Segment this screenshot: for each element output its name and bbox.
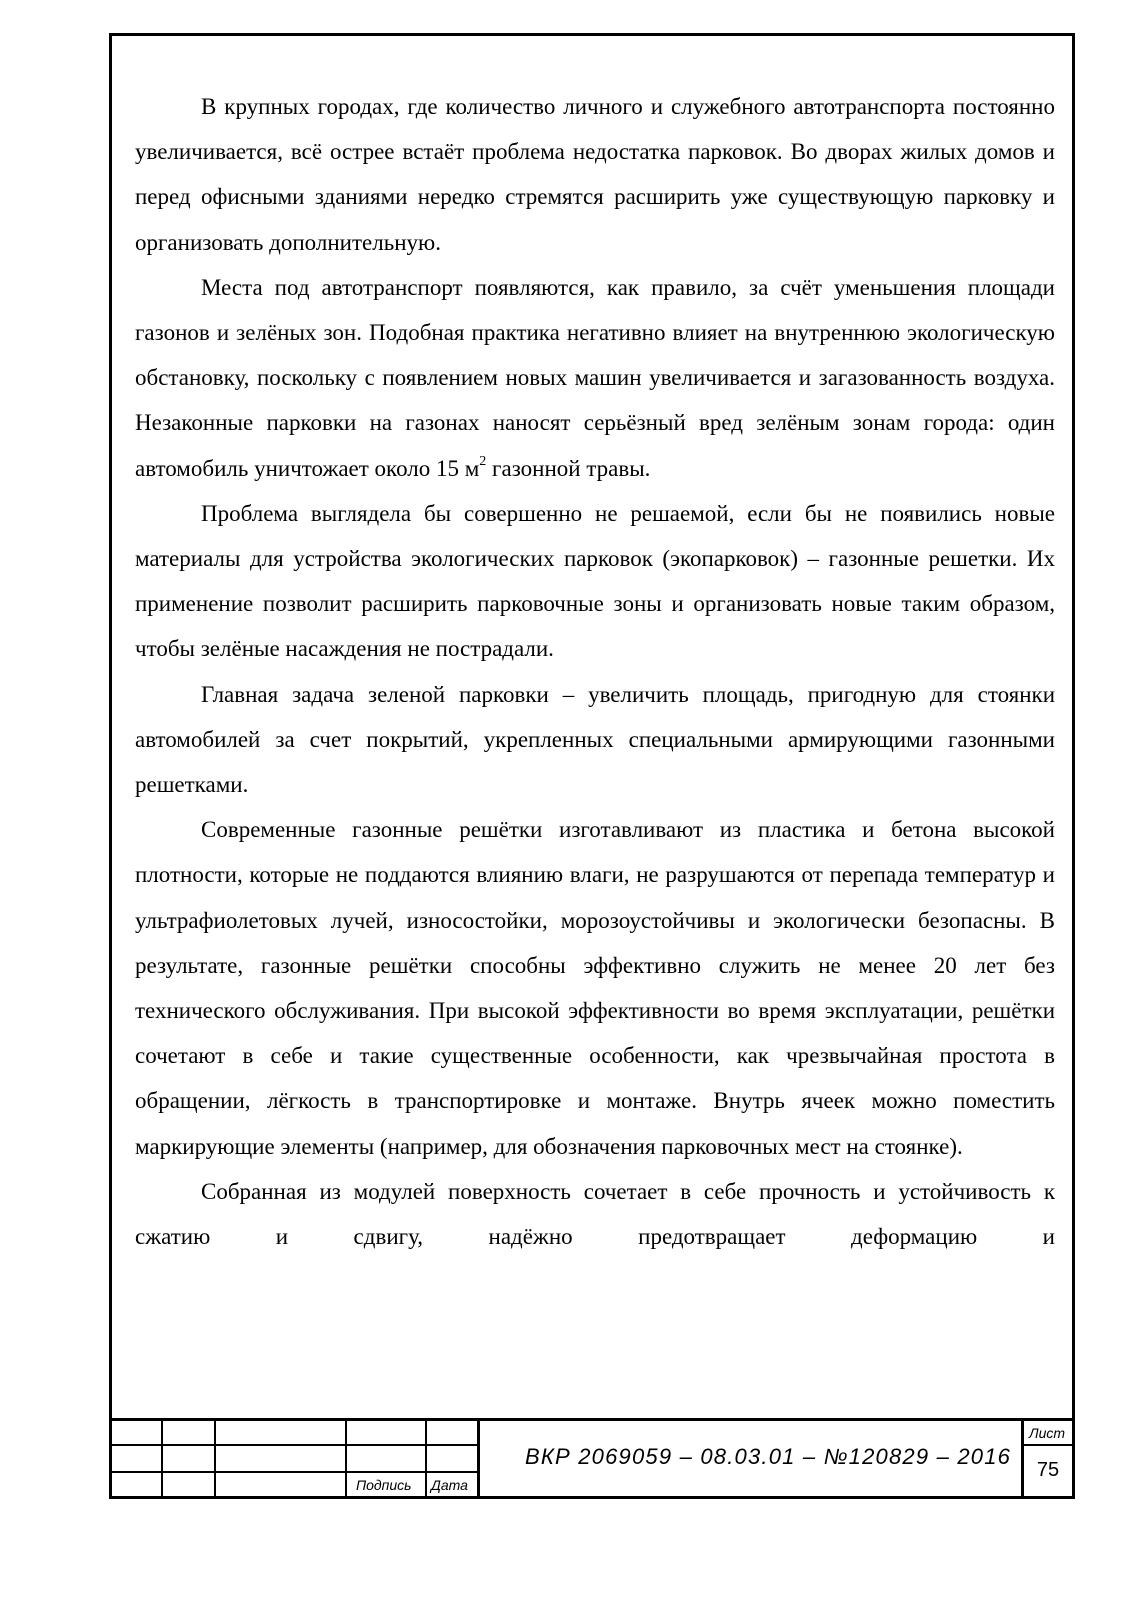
stamp-col-line xyxy=(214,1418,216,1498)
stamp-col-line xyxy=(345,1418,347,1498)
paragraph-6: Собранная из модулей поверхность сочетает в себе прочность и устойчивость к сжатию и сдвигу, надёжно предотвращает деформацию и xyxy=(135,1178,1055,1250)
paragraph-2 xyxy=(135,265,1055,491)
stamp-col-line xyxy=(161,1418,163,1498)
document-code: ВКР 2069059 – 08.03.01 – №120829 – 2016 xyxy=(525,1444,1012,1469)
stamp-col-line xyxy=(425,1418,427,1498)
paragraph-3: Проблема выглядела бы совершенно не решаемой, если бы не появились новые материалы для устройства экологических парковок (экопарковок) – газонные решетки. Их применение позволит расширить парковочные зоны и организовать новые таким образом, чтобы зелёные насаждения не пострадали. xyxy=(135,500,1055,662)
stamp-col-line xyxy=(477,1418,480,1498)
signature-label: Подпись xyxy=(356,1477,412,1493)
date-label: Дата xyxy=(431,1477,468,1493)
paragraph-2-tail: газонной травы. xyxy=(486,455,651,481)
stamp-row-line xyxy=(1021,1444,1075,1446)
stamp-col-line xyxy=(1021,1418,1024,1498)
paragraph-4: Главная задача зеленой парковки – увеличить площадь, пригодную для стоянки автомобилей за счет покрытий, укрепленных специальными армирующими газонными решетками. xyxy=(135,681,1055,798)
paragraph-1: В крупных городах, где количество личного и служебного автотранспорта постоянно увеличивается, всё острее встаёт проблема недостатка парковок. Во дворах жилых домов и перед офисными зданиями нередко стремятся расширить уже существующую парковку и организовать дополнительную. xyxy=(135,94,1055,255)
superscript-2: 2 xyxy=(479,453,487,469)
paragraph-2-text: Места под автотранспорт появляются, как правило, за счёт уменьшения площади газонов и зелёных зон. Подобная практика негативно влияет на внутреннюю экологическую обстановку, поскольку с появлением новых машин увеличивается и загазованность воздуха. Незаконные парковки на газонах наносят серьёзный вред зелёным зонам города: один автомобиль уничтожает около 15 м xyxy=(135,274,1055,481)
sheet-number: 75 xyxy=(1036,1459,1060,1481)
paragraph-5: Современные газонные решётки изготавливают из пластика и бетона высокой плотности, которые не поддаются влиянию влаги, не разрушаются от перепада температур и ультрафиолетовых лучей, износостойки, морозоустойчивы и экологически безопасны. В результате, газонные решётки способны эффективно служить не менее 20 лет без технического обслуживания. При высокой эффективности во время эксплуатации, решётки сочетают в себе и такие существенные особенности, как чрезвычайная простота в обращении, лёгкость в транспортировке и монтаже. Внутрь ячеек можно поместить маркирующие элементы (например, для обозначения парковочных мест на стоянке). xyxy=(135,817,1055,1159)
body-text xyxy=(135,84,1055,1259)
stamp-top-line xyxy=(109,1418,1075,1421)
stamp-row-line xyxy=(109,1444,479,1446)
stamp-row-line xyxy=(109,1471,479,1473)
sheet-label: Лист xyxy=(1029,1425,1066,1441)
